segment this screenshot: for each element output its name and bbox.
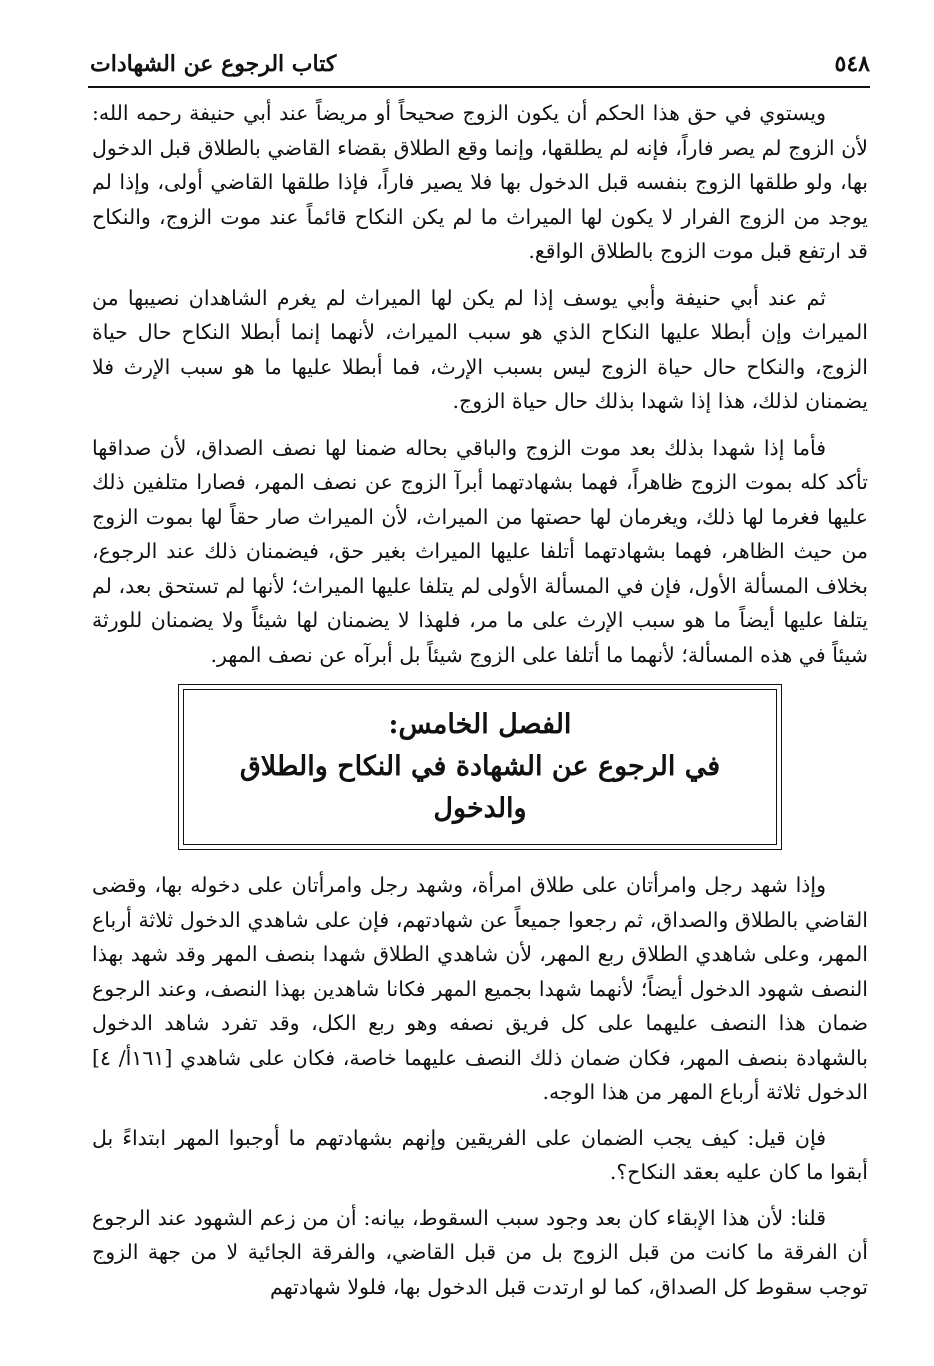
paragraph: ويستوي في حق هذا الحكم أن يكون الزوج صحيحاً أو مريضاً عند أبي حنيفة رحمه الله: لأن الزوج لم يصر فاراً، فإنه لم يطلقها، وإنما وقع الطلاق بقضاء القاضي بالطلاق قبل الدخول بها، ولو طلقها الزوج بنفسه قبل الدخول بها فلا يصير فاراً، فإذا طلقها القاضي أولى، وإذا لم يوجد من الزوج الفرار لا يكون لها الميراث ما لم يكن النكاح قائماً عند موت الزوج، والنكاح قد ارتفع قبل موت الزوج بالطلاق الواقع.	[92, 101, 868, 263]
page-body	[92, 96, 868, 1315]
paragraph: ثم عند أبي حنيفة وأبي يوسف إذا لم يكن لها الميراث لم يغرم الشاهدان نصيبها من الميراث وإن أبطلا عليها النكاح الذي هو سبب الميراث، لأنهما إنما أبطلا النكاح حال حياة الزوج، والنكاح حال حياة الزوج ليس بسبب الإرث، فما أبطلا عليها ما هو سبب الإرث فلا يضمنان لذلك، هذا إذا شهدا بذلك حال حياة الزوج.	[92, 285, 868, 413]
section-heading	[183, 689, 777, 845]
paragraph: فأما إذا شهدا بذلك بعد موت الزوج والباقي بحاله ضمنا لها نصف الصداق، لأن صداقها تأكد كله بموت الزوج ظاهراً، فهما بشهادتهما أبرآ الزوج عن نصف المهر، فصارا متلفين ذلك عليها فغرما لها ذلك، ويغرمان لها حصتها من الميراث، لأن الميراث صار حقاً لها بموت الزوج من حيث الظاهر، فهما بشهادتهما أتلفا عليها الميراث بغير حق، فيضمنان ذلك عند الرجوع، بخلاف المسألة الأول، فإن في المسألة الأولى لم يتلفا عليها الميراث؛ لأنها لم تستحق بعد، لم يتلفا عليها أيضاً ما هو سبب الإرث على ما مر، فلهذا لا يضمنان لها شيئاً ولا يضمنان للورثة شيئاً في هذه المسألة؛ لأنهما ما أتلفا على الزوج شيئاً بل أبرآه عن نصف المهر.	[92, 435, 868, 667]
section-title: الفصل الخامس:	[388, 709, 572, 740]
section-heading-frame	[178, 684, 782, 850]
paragraph: وإذا شهد رجل وامرأتان على طلاق امرأة، وشهد رجل وامرأتان على دخوله بها، وقضى القاضي بالطلاق والصداق، ثم رجعوا جميعاً عن شهادتهم، فإن على شاهدي الدخول ثلاثة أرباع المهر، وعلى شاهدي الطلاق ربع المهر، لأن شاهدي الطلاق شهدا بنصف المهر وقد شهد بهذا النصف شهود الدخول أيضاً؛ لأنهما شهدا بجميع المهر فكانا شاهدين بهذا النصف، وعند الرجوع ضمان هذا النصف عليهما على كل فريق نصفه وهو ربع الكل، وقد تفرد شاهد الدخول بالشهادة بنصف المهر، فكان ضمان ذلك النصف عليهما خاصة، فكان على شاهدي [١٦١أ/ ٤] الدخول ثلاثة أرباع المهر من هذا الوجه.	[92, 873, 868, 1104]
page-number: ٥٤٨	[834, 51, 870, 77]
paragraph: قلنا: لأن هذا الإبقاء كان بعد وجود سبب السقوط، بيانه: أن من زعم الشهود عند الرجوع أن الفرقة ما كانت من قبل الزوج بل من قبل القاضي، والفرقة الجائية لا من جهة الزوج توجب سقوط كل الصداق، كما لو ارتدت قبل الدخول بها، فلولا شهادتهم	[92, 1205, 868, 1299]
paragraph: فإن قيل: كيف يجب الضمان على الفريقين وإنهم بشهادتهم ما أوجبوا المهر ابتداءً بل أبقوا ما كان عليه بعقد النكاح؟.	[92, 1125, 868, 1184]
header-rule	[88, 86, 870, 88]
page-header	[90, 44, 870, 84]
book-title: كتاب الرجوع عن الشهادات	[90, 51, 337, 77]
section-subtitle: في الرجوع عن الشهادة في النكاح والطلاق والدخول	[239, 751, 721, 824]
